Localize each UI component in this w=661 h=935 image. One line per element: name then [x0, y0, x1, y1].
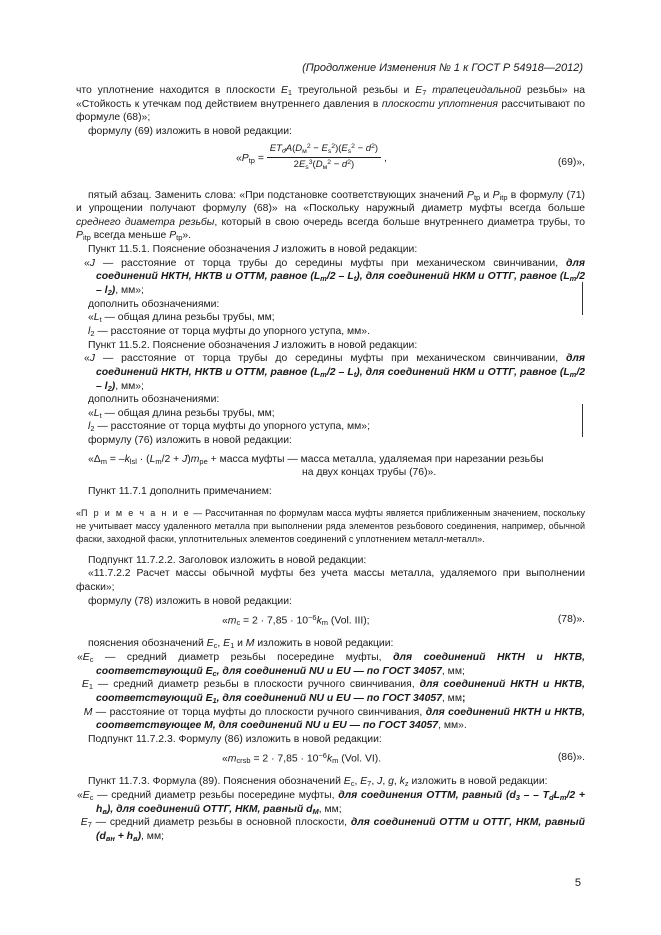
- formula76-intro: формулу (76) изложить в новой редакции:: [88, 435, 292, 447]
- definition-j-2: «J — расстояние от торца трубы до середины муфты при механическом свинчивании, для соединений НКТН, НКТВ и ОТТМ, равное $(L_m/2 - L_t)$, для соединений НКМ и ОТТГ, равное $(L_m/2 - l_2)$, мм»;: [84, 353, 585, 393]
- formula-86-expression: «$m_{crsb} = 2 \cdot 7,85 \cdot 10^{-6}k_m$ (Vol. VI).: [222, 751, 382, 766]
- subpoint-11-7-2-2-text: «11.7.2.2 Расчет массы обычной муфты без учета массы металла, удаляемого при выполнении фаски»;: [76, 568, 585, 594]
- revision-bar-2: [582, 404, 583, 437]
- explanation-intro: пояснения обозначений $E_c$, $E_1$ и M изложить в новой редакции:: [88, 638, 394, 651]
- definition-l2-1: $l_2$ — расстояние от торца муфты до упорного уступа, мм».: [88, 325, 370, 338]
- note-paragraph: «П р и м е ч а н и е — Рассчитанная по формулам масса муфты является приближенным значением, поскольку не учитывает массу удаленного металла при выполнении ряда элементов резьбового соединения, например, обычной фаски, заходной фаски, уплотнительных элементов соединений с уплотнением металл-металл».: [76, 507, 585, 544]
- definition-lt-1: «$L_t$ — общая длина резьбы трубы, мм;: [88, 312, 275, 325]
- formula-69: [76, 143, 585, 183]
- paragraph-intro: что уплотнение находится в плоскости $E_1$ треугольной резьбы и $E_7$ трапецеидальной резьбы» на «Стойкость к утечкам под действием внутреннего давления в плоскости уплотнения рассчитывают по формуле (68)»;: [76, 85, 585, 124]
- formula-69-expression: «$P_{tp}$ = $\frac{ET_dA(D_м^2 - E_s^2)(E_s^2 - d^2)}{2E_s^3(D_м^2 - d^2)}$ ,: [236, 142, 387, 172]
- revision-bar-1: [582, 282, 583, 315]
- page-header: (Продолжение Изменения № 1 к ГОСТ Р 54918—2012): [302, 62, 583, 74]
- definition-e1: $E_1$ — средний диаметр резьбы в плоскости ручного свинчивания, для соединений НКТН и НКТВ, соответствующий $E_1$, для соединений NU и EU — по ГОСТ 34057, мм;: [81, 679, 586, 705]
- definition-m: M — расстояние от торца муфты до плоскости ручного свинчивания, для соединений НКТН и НКТВ, соответствующее M, для соединений NU и EU — по ГОСТ 34057, мм».: [83, 706, 585, 732]
- definition-j-1: «J — расстояние от торца трубы до середины муфты при механическом свинчивании, для соединений НКТН, НКТВ и ОТТМ, равное $(L_m/2 - L_t)$, для соединений НКМ и ОТТГ, равное $(L_m/2 - l_2)$, мм»;: [84, 257, 585, 297]
- formula-78: [76, 613, 585, 631]
- formula-76: [76, 453, 585, 480]
- subpoint-11-7-2-2: Подпункт 11.7.2.2. Заголовок изложить в новой редакции:: [88, 554, 367, 566]
- formula-78-number: (78)».: [557, 614, 585, 626]
- definition-lt-2: «$L_t$ — общая длина резьбы трубы, мм;: [88, 407, 275, 420]
- note-label: П р и м е ч а н и е: [81, 507, 191, 518]
- page-number: 5: [574, 877, 581, 889]
- formula-86-number: (86)».: [557, 752, 585, 764]
- point-11-7-3: Пункт 11.7.3. Формула (89). Пояснения обозначений $E_c$, $E_7$, J, g, $k_z$ изложить в новой редакции:: [88, 776, 548, 789]
- definition-l2-2: $l_2$ — расстояние от торца муфты до упорного уступа, мм»;: [88, 421, 370, 434]
- definition-ec-1: «$E_c$ — средний диаметр резьбы посередине муфты, для соединений НКТН и НКТВ, соответствующий $E_c$, для соединений NU и EU — по ГОСТ 34057, мм;: [77, 651, 585, 678]
- definition-ec-2: «$E_c$ — средний диаметр резьбы посередине муфты, для соединения ОТТМ, равный ($d_3$ – – $T_dL_m/2 + h_в$), для соединений ОТТГ, НКМ, равный $d_M$, мм;: [77, 790, 585, 816]
- note-text: — Рассчитанная по формулам масса муфты является приближенным значением, поскольку не учитывает массу удаленного металла при выполнении ряда элементов резьбового соединения, например, обычной фаски, заходной фаски, уплотнительных элементов соединений с уплотнением металл-металл».: [76, 507, 585, 544]
- formula-69-number: (69)»,: [557, 156, 585, 168]
- point-11-5-1: Пункт 11.5.1. Пояснение обозначения J изложить в новой редакции:: [88, 244, 418, 256]
- formula-86: [76, 751, 585, 769]
- definition-e7: $E_7$ — средний диаметр резьбы в основной плоскости, для соединений ОТТМ и ОТТГ, НКМ, равный $(d_{вн} + h_в)$, мм;: [80, 817, 585, 843]
- formula69-intro: формулу (69) изложить в новой редакции:: [88, 125, 292, 137]
- formula-78-expression: «$m_c = 2 \cdot 7,85 \cdot 10^{-6}k_m$ (Vol. III);: [222, 613, 370, 628]
- add-designations-2: дополнить обозначениями:: [88, 394, 220, 406]
- formula-76-line2: на двух концах трубы (76)».: [302, 467, 437, 479]
- paragraph-fifth: пятый абзац. Заменить слова: «При подстановке соответствующих значений $P_{tp}$ и $P_{itp}$ в формулу (71) и упрощении получают формулу (68)» на «Поскольку наружный диаметр муфты всегда больше среднего диаметра резьбы, который в свою очередь всегда больше внутреннего диаметра трубы, то $P_{itp}$ всегда меньше $P_{tp}$».: [76, 189, 586, 243]
- subpoint-11-7-2-3: Подпункт 11.7.2.3. Формулу (86) изложить в новой редакции:: [88, 733, 382, 745]
- point-11-5-2: Пункт 11.5.2. Пояснение обозначения J изложить в новой редакции:: [88, 339, 418, 351]
- point-11-7-1: Пункт 11.7.1 дополнить примечанием:: [88, 486, 272, 497]
- formula-76-line1: «$\Delta_m = -k_{lsl} \cdot (L_m/2 + J)m_{pe}$ + масса муфты — масса металла, удаляемая при нарезании резьбы: [88, 453, 544, 466]
- page-content: [76, 84, 585, 844]
- add-designations-1: дополнить обозначениями:: [88, 298, 220, 310]
- formula78-intro: формулу (78) изложить в новой редакции:: [88, 595, 292, 607]
